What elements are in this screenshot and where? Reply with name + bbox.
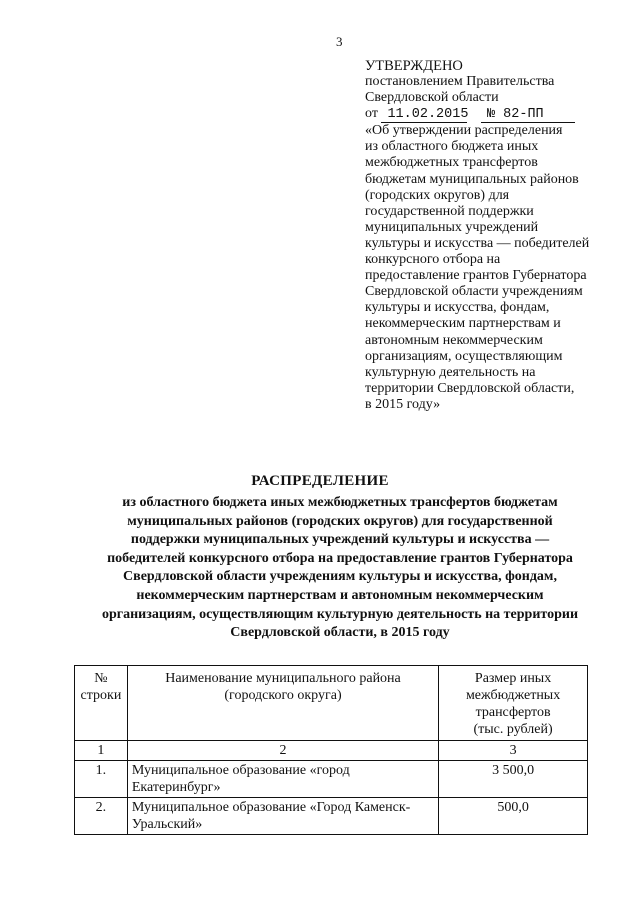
header-row-number <box>75 666 128 741</box>
decree-title-line: конкурсного отбора на <box>365 252 501 268</box>
index-cell: 1 <box>75 741 128 761</box>
approval-block <box>365 58 633 413</box>
decree-title-line: территории Свердловской области, <box>365 380 575 396</box>
decree-title-line: организациям, осуществляющим <box>365 348 563 364</box>
decree-title-line: в 2015 году» <box>365 396 441 412</box>
name-line: Муниципальное образование «город <box>131 763 350 778</box>
index-cell: 3 <box>439 741 588 761</box>
header-text: Размер иных <box>474 671 552 686</box>
name-line: Муниципальное образование «Город Каменск- <box>131 800 411 815</box>
approval-line: постановлением Правительства <box>365 74 555 90</box>
index-cell: 2 <box>127 741 438 761</box>
decree-title-line: культуры и искусства, фондам, <box>365 300 550 316</box>
subtitle-line: победителей конкурсного отбора на предоставление грантов Губернатора <box>107 550 573 566</box>
name-line: Уральский» <box>131 817 203 832</box>
decree-title-line: бюджетам муниципальных районов <box>365 171 579 187</box>
date-prefix: от <box>365 106 378 122</box>
header-text: межбюджетных <box>465 688 561 703</box>
decree-title-line: межбюджетных трансфертов <box>365 155 538 171</box>
header-text: № <box>94 671 108 686</box>
header-text: трансфертов <box>475 705 551 720</box>
table-index-row <box>75 741 588 761</box>
subtitle-line: муниципальных районов (городских округов) для государственной <box>127 513 553 529</box>
document-subtitle <box>60 494 620 643</box>
subtitle-line: поддержки муниципальных учреждений культуры и искусства — <box>130 532 550 548</box>
transfer-amount: 500,0 <box>439 798 588 835</box>
header-text: строки <box>80 688 122 703</box>
document-title: РАСПРЕДЕЛЕНИЕ <box>251 473 389 489</box>
header-text: (городского округа) <box>224 688 342 703</box>
decree-title-line: некоммерческим партнерствам и <box>365 316 561 332</box>
name-line: Екатеринбург» <box>131 780 221 795</box>
approval-line: Свердловской области <box>365 90 499 106</box>
decree-title-line: (городских округов) для <box>365 187 510 203</box>
decree-title-line: из областного бюджета иных <box>365 139 539 155</box>
decree-date: 11.02.2015 <box>381 108 467 123</box>
header-amount <box>439 666 588 741</box>
decree-title-line: культуры и искусства — победителей <box>365 235 590 251</box>
table-row <box>75 761 588 798</box>
header-municipality <box>127 666 438 741</box>
subtitle-line: из областного бюджета иных межбюджетных трансфертов бюджетам <box>122 495 558 510</box>
subtitle-line: некоммерческим партнерствам и автономным некоммерческим <box>136 587 544 603</box>
decree-title-line: «Об утверждении распределения <box>365 123 563 139</box>
distribution-table <box>74 665 588 835</box>
row-number: 2. <box>75 798 128 835</box>
municipality-name <box>127 798 438 835</box>
decree-date-line <box>365 106 633 123</box>
decree-title <box>365 123 633 413</box>
decree-title-line: культурную деятельность на <box>365 364 536 380</box>
subtitle-line: Свердловской области учреждениям культуры и искусства, фондам, <box>123 569 557 585</box>
decree-title-line: муниципальных учреждений <box>365 219 539 235</box>
table-row <box>75 798 588 835</box>
subtitle-line: организациям, осуществляющим культурную деятельность на территории <box>101 606 579 622</box>
header-text: Наименование муниципального района <box>165 671 401 686</box>
header-text: (тыс. рублей) <box>473 722 553 737</box>
decree-title-line: Свердловской области учреждениям <box>365 284 583 300</box>
subtitle-line: Свердловской области, в 2015 году <box>230 625 450 641</box>
municipality-name <box>127 761 438 798</box>
table-header-row <box>75 666 588 741</box>
page-number: 3 <box>336 34 343 49</box>
row-number: 1. <box>75 761 128 798</box>
decree-title-line: автономным некоммерческим <box>365 332 543 348</box>
approval-heading: УТВЕРЖДЕНО <box>365 58 463 74</box>
decree-title-line: предоставление грантов Губернатора <box>365 268 587 284</box>
decree-title-line: государственной поддержки <box>365 203 534 219</box>
transfer-amount: 3 500,0 <box>439 761 588 798</box>
decree-number: № 82-ПП <box>481 108 575 123</box>
